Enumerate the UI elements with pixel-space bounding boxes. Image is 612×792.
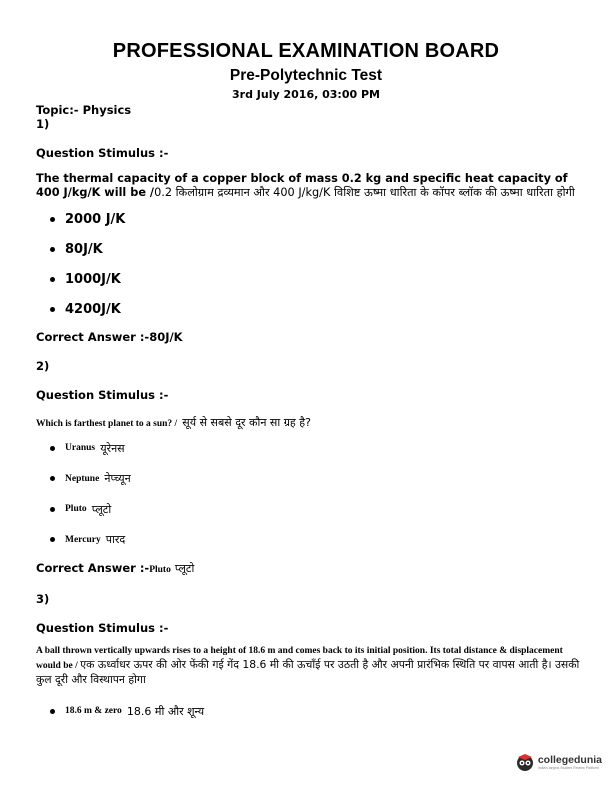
question-paper xyxy=(36,103,581,727)
question-text-en: A ball thrown vertically upwards rises to a height of 18.6 m and comes back to its initial position. Its total distance & displacement would be / xyxy=(36,646,563,671)
question-text-en: Which is farthest planet to a sun? / xyxy=(36,419,178,429)
question-text-hi: सूर्य से सबसे दूर कौन सा ग्रह है? xyxy=(182,416,311,429)
option-text: 80J/K xyxy=(65,241,103,257)
bullet-icon xyxy=(50,709,55,714)
bullet-icon xyxy=(50,446,55,451)
option-item xyxy=(36,234,581,264)
collegedunia-logo xyxy=(515,752,602,772)
question-stimulus-label: Question Stimulus :- xyxy=(36,146,169,160)
page-header xyxy=(0,40,612,101)
bullet-icon xyxy=(50,476,55,481)
question-text xyxy=(36,411,581,430)
bullet-icon xyxy=(50,247,55,252)
question-text-hi: 0.2 किलोग्राम द्रव्यमान और 400 J/kg/K विशिष्ट ऊष्मा धारिता के कॉपर ब्लॉक की ऊष्मा धारिता होगी xyxy=(154,186,575,199)
question-number: 3) xyxy=(36,592,50,606)
board-title: PROFESSIONAL EXAMINATION BOARD xyxy=(112,40,500,62)
option-text: 4200J/K xyxy=(65,301,121,317)
option-item: Pluto प्लूटो xyxy=(36,494,581,525)
test-name: Pre-Polytechnic Test xyxy=(229,67,383,84)
correct-answer xyxy=(36,330,581,344)
bullet-icon xyxy=(50,537,55,542)
bullet-icon xyxy=(50,507,55,512)
correct-answer: Correct Answer :-Pluto प्लूटो xyxy=(36,561,195,575)
logo-tagline: India's largest Student Review Platform xyxy=(537,766,599,770)
question-stimulus-label: Question Stimulus :- xyxy=(36,621,169,635)
option-item: 18.6 m & zero 18.6 मी और शून्य xyxy=(36,696,581,727)
question-text-hi: एक ऊर्ध्वाधर ऊपर की ओर फेंकी गई गेंद 18.6 मी की ऊचाँई पर उठती है और अपनी प्रारंभिक स्थिति पर वापस आती है। उसकी कुल दूरी और विस्थापन होगा xyxy=(36,658,580,686)
options-list xyxy=(36,204,581,324)
bullet-icon xyxy=(50,307,55,312)
bullet-icon xyxy=(50,217,55,222)
options-list xyxy=(36,433,581,555)
question-text xyxy=(36,172,581,200)
option-item: Neptune नेप्च्यून xyxy=(36,464,581,495)
option-item: Uranus यूरेनस xyxy=(36,433,581,464)
option-item xyxy=(36,294,581,324)
option-text: 2000 J/K xyxy=(65,211,126,227)
question-stimulus-label: Question Stimulus :- xyxy=(36,388,169,402)
logo-name: collegedunia xyxy=(537,754,602,766)
question-number: 1) xyxy=(36,117,50,131)
question-text xyxy=(36,644,581,688)
exam-datetime: 3rd July 2016, 03:00 PM xyxy=(232,88,380,101)
option-item xyxy=(36,204,581,234)
option-item xyxy=(36,264,581,294)
correct-answer-value: 80J/K xyxy=(149,330,183,344)
question-number: 2) xyxy=(36,359,50,373)
correct-answer-label: Correct Answer :- xyxy=(36,330,150,344)
topic-label: Topic:- Physics xyxy=(36,103,132,117)
bullet-icon xyxy=(50,277,55,282)
correct-answer-label: Correct Answer :- xyxy=(36,561,150,575)
options-list xyxy=(36,696,581,727)
owl-mascot-icon xyxy=(515,752,535,772)
option-text: 1000J/K xyxy=(65,271,121,287)
correct-answer-value: Pluto xyxy=(149,565,171,575)
option-item: Mercury पारद xyxy=(36,525,581,556)
question-text-en: The thermal capacity of a copper block of mass 0.2 kg and specific heat capacity of 400 J/kg/K will be / xyxy=(36,172,568,199)
